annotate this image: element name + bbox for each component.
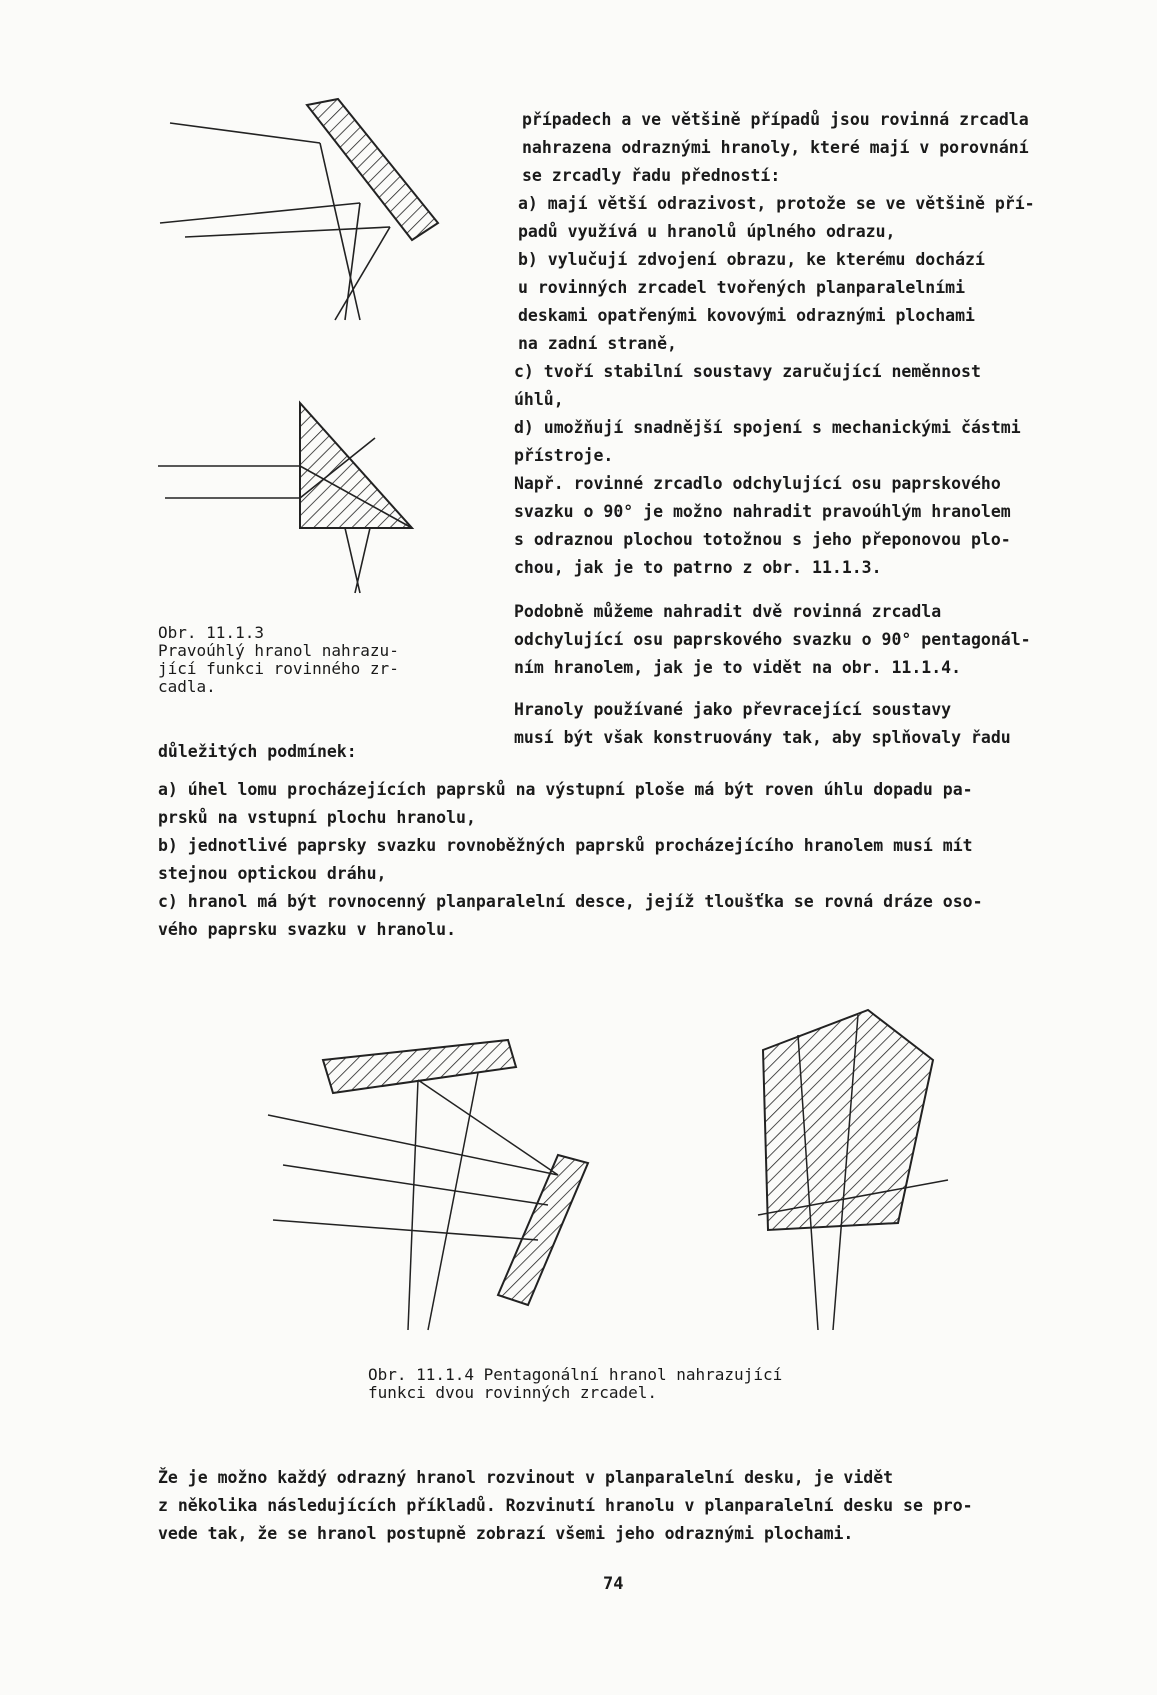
text-line: Např. rovinné zrcadlo odchylující osu paprskového: [514, 474, 1001, 493]
mirror-figure: [150, 95, 440, 325]
text-line: u rovinných zrcadel tvořených planparalelními: [518, 278, 966, 297]
text-line: s odraznou plochou totožnou s jeho přeponovou plo-: [514, 530, 1011, 549]
text-line: Hranoly používané jako převracející soustavy: [514, 700, 952, 719]
text-line: padů využívá u hranolů úplného odrazu,: [518, 222, 896, 241]
text-line: důležitých podmínek:: [158, 742, 357, 761]
text-line: případech a ve většině případů jsou rovinná zrcadla: [522, 110, 1029, 129]
caption-line: Obr. 11.1.4 Pentagonální hranol nahrazující: [368, 1365, 783, 1384]
text-line: b) vylučují zdvojení obrazu, ke kterému dochází: [518, 250, 985, 269]
text-line: nahrazena odraznými hranoly, které mají v porovnání: [522, 138, 1029, 157]
text-line: úhlů,: [514, 390, 564, 409]
text-line: ním hranolem, jak je to vidět na obr. 11.1.4.: [514, 658, 962, 677]
text-line: a) úhel lomu procházejících paprsků na výstupní ploše má být roven úhlu dopadu pa-: [158, 780, 973, 799]
text-line: Že je možno každý odrazný hranol rozvinout v planparalelní desku, je vidět: [158, 1468, 894, 1487]
text-line: musí být však konstruovány tak, aby splňovaly řadu: [514, 728, 1011, 747]
text-line: c) hranol má být rovnocenný planparalelní desce, jejíž tloušťka se rovná dráze oso-: [158, 892, 983, 911]
text-line: deskami opatřenými kovovými odraznými plochami: [518, 306, 975, 325]
text-line: chou, jak je to patrno z obr. 11.1.3.: [514, 558, 882, 577]
text-line: prsků na vstupní plochu hranolu,: [158, 808, 476, 827]
text-line: odchylující osu paprskového svazku o 90° pentagonál-: [514, 630, 1031, 649]
text-line: se zrcadly řadu předností:: [522, 166, 781, 185]
caption-line: funkci dvou rovinných zrcadel.: [368, 1383, 657, 1402]
caption-line: Obr. 11.1.3: [158, 623, 264, 642]
text-line: stejnou optickou dráhu,: [158, 864, 387, 883]
text-line: a) mají větší odrazivost, protože se ve většině pří-: [518, 194, 1035, 213]
text-line: vého paprsku svazku v hranolu.: [158, 920, 457, 939]
text-line: b) jednotlivé paprsky svazku rovnoběžných paprsků procházejícího hranolem musí mít: [158, 836, 973, 855]
pentaprism-figure: [258, 1005, 1038, 1335]
text-line: z několika následujících příkladů. Rozvinutí hranolu v planparalelní desku se pro-: [158, 1496, 973, 1515]
text-line: vede tak, že se hranol postupně zobrazí všemi jeho odraznými plochami.: [158, 1524, 854, 1543]
right-angle-prism-figure: [150, 398, 430, 598]
page-number: 74: [603, 1574, 624, 1594]
text-line: Podobně můžeme nahradit dvě rovinná zrcadla: [514, 602, 942, 621]
caption-line: Pravoúhlý hranol nahrazu-: [158, 641, 399, 660]
text-line: přístroje.: [514, 446, 614, 465]
caption-line: cadla.: [158, 677, 216, 696]
text-line: d) umožňují snadnější spojení s mechanickými částmi: [514, 418, 1021, 437]
text-line: na zadní straně,: [518, 334, 677, 353]
caption-line: jící funkci rovinného zr-: [158, 659, 399, 678]
text-line: c) tvoří stabilní soustavy zaručující neměnnost: [514, 362, 981, 381]
text-line: svazku o 90° je možno nahradit pravoúhlým hranolem: [514, 502, 1011, 521]
